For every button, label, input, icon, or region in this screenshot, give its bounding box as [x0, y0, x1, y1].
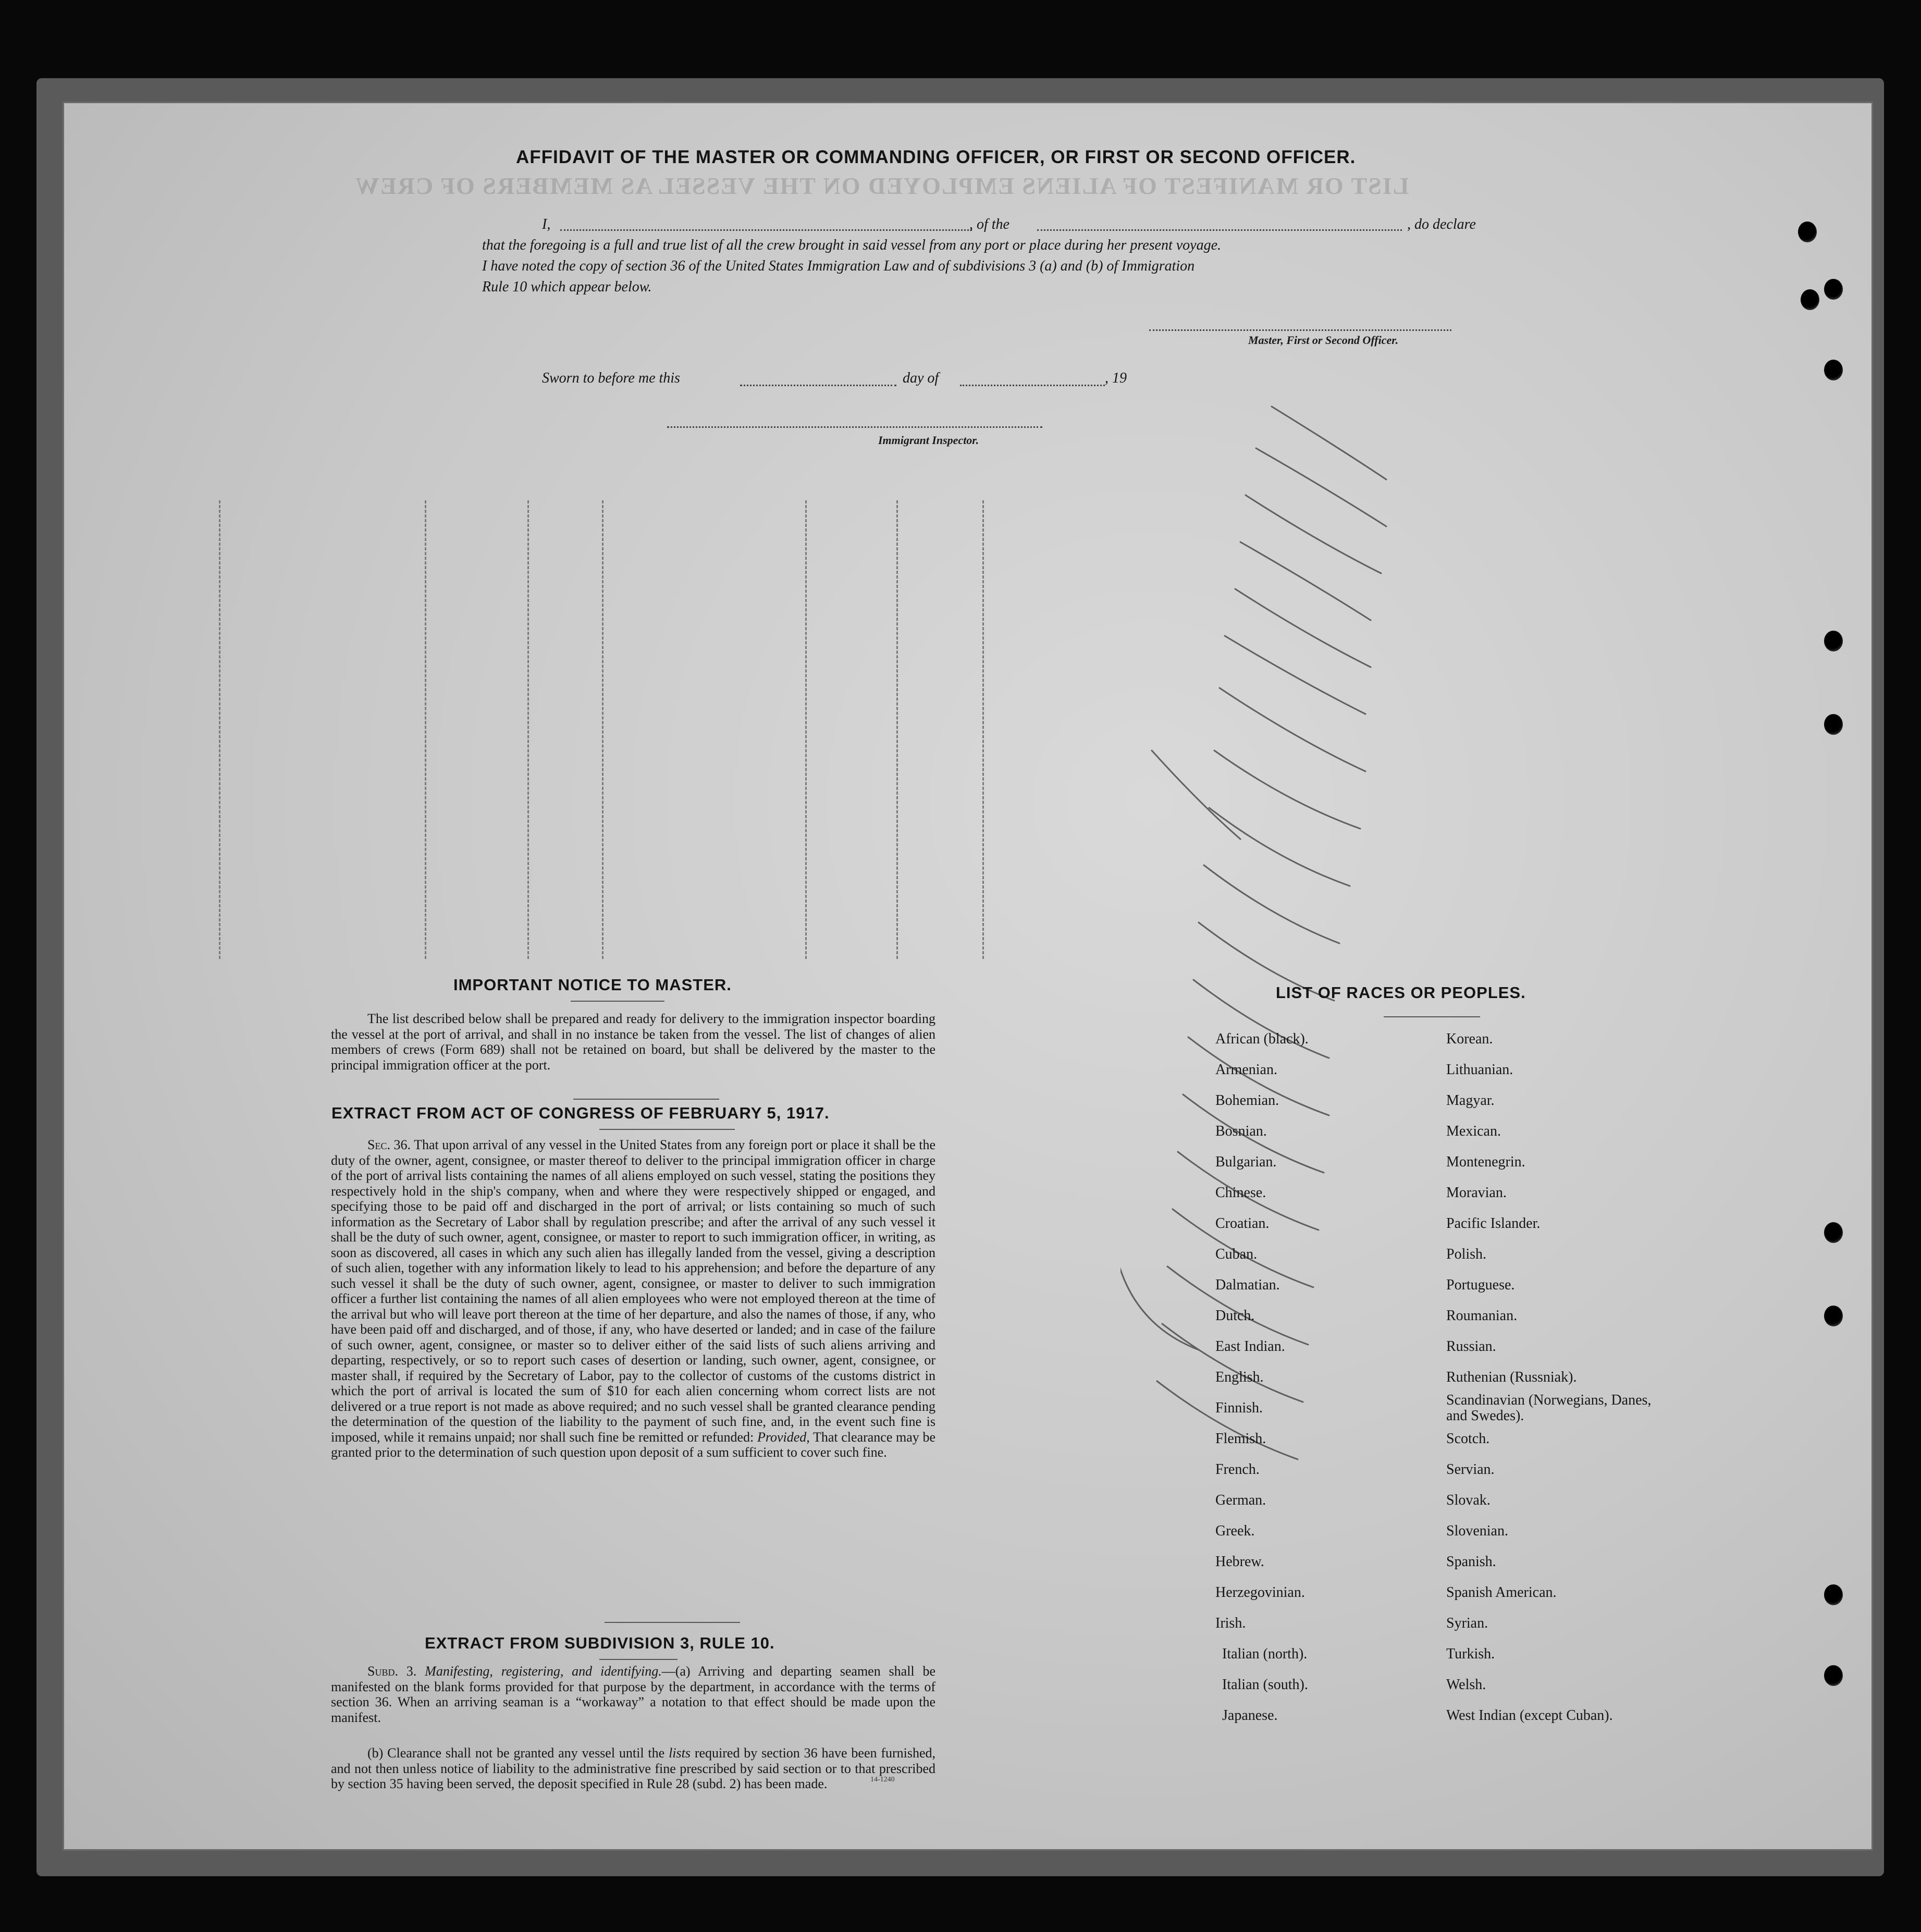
punch-hole: [1824, 279, 1843, 300]
races-title-underline: [1384, 1016, 1480, 1017]
race-item: Italian (north).: [1222, 1646, 1308, 1662]
race-item: Turkish.: [1446, 1646, 1495, 1662]
race-item: Polish.: [1446, 1246, 1487, 1262]
notice-title: IMPORTANT NOTICE TO MASTER.: [453, 976, 732, 994]
ruled-column: [805, 500, 807, 959]
affidavit-title: AFFIDAVIT OF THE MASTER OR COMMANDING OFFICER, OR FIRST OR SECOND OFFICER.: [516, 147, 1356, 167]
affidavit-line-4: Rule 10 which appear below.: [482, 279, 652, 295]
punch-hole: [1798, 221, 1817, 242]
race-item: Hebrew.: [1215, 1554, 1264, 1570]
rule-subd-label: Subd. 3.: [367, 1664, 417, 1679]
ruled-column: [219, 500, 220, 959]
race-item: Portuguese.: [1446, 1277, 1515, 1293]
affidavit-line-3: I have noted the copy of section 36 of the United States Immigration Law and of subdivisions 3 (a) and (b) of Immigration: [482, 258, 1195, 274]
punch-hole: [1824, 360, 1843, 380]
race-item: Mexican.: [1446, 1123, 1501, 1139]
rule-body-a: —(a) Arriving and departing seamen shall be manifested on the blank forms provided for that purpose by the department, in accordance with the terms of section 36. When an arriving seaman is a “workaway” a notation to that effect should be made upon the manifest.: [331, 1664, 936, 1725]
act-sec-label: Sec. 36.: [367, 1137, 411, 1152]
act-separator: [605, 1622, 740, 1623]
ruled-column: [602, 500, 604, 959]
ruled-column: [425, 500, 426, 959]
race-item: French.: [1215, 1461, 1260, 1478]
affidavit-line-2: that the foregoing is a full and true list of all the crew brought in said vessel from any port or place during her present voyage.: [482, 237, 1222, 253]
sworn-label: Sworn to before me this: [542, 370, 680, 386]
race-item: Moravian.: [1446, 1185, 1507, 1201]
affidavit-line-i: I,: [542, 216, 551, 232]
rule-body-b-start: (b) Clearance shall not be granted any vessel until the: [367, 1745, 665, 1761]
race-item: English.: [1215, 1369, 1264, 1385]
punch-hole: [1801, 289, 1819, 310]
race-item: Croatian.: [1215, 1215, 1270, 1232]
act-body-end: That clearance may be granted prior to the determination of such question upon deposit of a sum sufficient to cover such fine.: [331, 1429, 936, 1460]
race-item: Scotch.: [1446, 1431, 1490, 1447]
rule-subd-heading: Manifesting, registering, and identifying.: [425, 1664, 662, 1679]
form-number: 14-1240: [870, 1776, 895, 1783]
rule-title-underline: [599, 1659, 678, 1660]
sworn-day-blank[interactable]: [740, 385, 896, 386]
race-item: Russian.: [1446, 1338, 1496, 1355]
race-item: Finnish.: [1215, 1400, 1263, 1416]
affidavit-line-of: , of the: [969, 216, 1009, 232]
year-label: , 19: [1105, 370, 1127, 386]
notice-text: The list described below shall be prepared and ready for delivery to the immigration inspector boarding the vessel at the port of arrival, and shall in no instance be taken from the vessel. The list of changes of alien members of crews (Form 689) shall not be retained on board, but shall be delivered by the master to the principal immigration officer at the port.: [331, 1011, 935, 1073]
race-item: Dalmatian.: [1215, 1277, 1280, 1293]
race-item: Slovak.: [1446, 1492, 1491, 1508]
race-item: Bohemian.: [1215, 1092, 1279, 1109]
name-blank[interactable]: [560, 229, 972, 231]
ruled-column: [527, 500, 529, 959]
act-text: [331, 1137, 935, 1460]
inspector-signature-line[interactable]: [667, 426, 1042, 428]
bleed-through-heading: LIST OR MANIFEST OF ALIENS EMPLOYED ON THE VESSEL AS MEMBERS OF CREW: [354, 173, 1409, 199]
race-item: Pacific Islander.: [1446, 1215, 1541, 1232]
race-item: Ruthenian (Russniak).: [1446, 1369, 1577, 1385]
race-item: Syrian.: [1446, 1615, 1488, 1631]
race-item: Armenian.: [1215, 1062, 1277, 1078]
punch-hole: [1824, 1665, 1843, 1686]
race-item: Scandinavian (Norwegians, Danes, and Swedes).: [1446, 1392, 1652, 1424]
race-item: Roumanian.: [1446, 1308, 1518, 1324]
race-item: Spanish.: [1446, 1554, 1496, 1570]
act-body: That upon arrival of any vessel in the United States from any foreign port or place it shall be the duty of the owner, agent, consignee, or master thereof to deliver to the principal immigration officer in charge of the port of arrival lists containing the names of all aliens employed on such vessel, stating the positions they respectively hold in the ship's company, when and where they were respectively shipped or engaged, and specifying those to be paid off and discharged in the port of arrival; or lists containing so much of such information as the Secretary of Labor shall by regulation prescribe; and after the arrival of any such vessel it shall be the duty of such owner, agent, consignee, or master to report to such immigration officer, in writing, as soon as discovered, all cases in which any such alien has illegally landed from the vessel, giving a description of such alien, together with any information likely to lead to his apprehension; and before the departure of any such vessel it shall be the duty of such owner, agent, consignee, or master to deliver to such immigration officer a further list containing the names of all alien employees who were not employed thereon at the time of the arrival but who will leave port thereon at the time of her departure, and also the names of those, if any, who have been paid off and discharged, and of those, if any, who have deserted or landed; and in case of the failure of such owner, agent, consignee, or master so to deliver either of the said lists of such aliens arriving and departing, respectively, or so to report such cases of desertion or landing, such owner, agent, consignee, or master shall, if required by the Secretary of Labor, pay to the collector of customs of the customs district in which the port of arrival is located the sum of $10 for each alien concerning whom correct lists are not delivered or a true report is not made as above required; and no such vessel shall be granted clearance pending the determination of the question of the liability to the payment of such fine, and, in the event such fine is imposed, while it remains unpaid; nor shall such fine be remitted or refunded:: [331, 1137, 936, 1445]
rule-body-b-end: required by section 36 have been furnished, and not then unless notice of liability to the administrative fine prescribed by said section or to that prescribed by section 35 having been served, the deposit specified in Rule 28 (subd. 2) has been made.: [331, 1745, 936, 1791]
race-item: West Indian (except Cuban).: [1446, 1707, 1613, 1724]
affidavit-line-declare: , do declare: [1407, 216, 1476, 232]
act-provided: Provided,: [757, 1429, 810, 1445]
rule-text-b: [331, 1745, 935, 1792]
race-item: Slovenian.: [1446, 1523, 1508, 1539]
handwritten-strokes: [1120, 375, 1485, 1574]
act-title: EXTRACT FROM ACT OF CONGRESS OF FEBRUARY 5, 1917.: [331, 1104, 830, 1122]
punch-hole: [1824, 714, 1843, 735]
vessel-blank[interactable]: [1037, 229, 1402, 231]
document-sheet: [63, 102, 1873, 1851]
race-item: Japanese.: [1222, 1707, 1278, 1724]
punch-hole: [1824, 1306, 1843, 1326]
race-item: Lithuanian.: [1446, 1062, 1513, 1078]
race-item: German.: [1215, 1492, 1266, 1508]
rule-text-a: [331, 1664, 935, 1725]
sworn-month-blank[interactable]: [960, 385, 1105, 386]
race-item: Bosnian.: [1215, 1123, 1267, 1139]
rule-body-b-lists: lists: [669, 1745, 691, 1761]
day-of-label: day of: [903, 370, 939, 386]
race-item: Magyar.: [1446, 1092, 1495, 1109]
notice-title-underline: [571, 1001, 664, 1002]
race-item: Spanish American.: [1446, 1584, 1557, 1601]
act-title-underline: [599, 1129, 735, 1130]
race-item: East Indian.: [1215, 1338, 1285, 1355]
rule-title: EXTRACT FROM SUBDIVISION 3, RULE 10.: [425, 1634, 775, 1652]
notice-separator: [573, 1099, 719, 1100]
master-signature-line[interactable]: [1149, 329, 1451, 331]
race-item: Servian.: [1446, 1461, 1495, 1478]
race-item: Welsh.: [1446, 1677, 1486, 1693]
master-signature-caption: Master, First or Second Officer.: [1248, 334, 1399, 347]
inspector-caption: Immigrant Inspector.: [878, 434, 979, 447]
race-item: Flemish.: [1215, 1431, 1266, 1447]
punch-hole: [1824, 631, 1843, 651]
ruled-column: [982, 500, 984, 959]
ruled-column: [896, 500, 898, 959]
race-item: Irish.: [1215, 1615, 1246, 1631]
race-item: Herzegovinian.: [1215, 1584, 1305, 1601]
race-item: Cuban.: [1215, 1246, 1258, 1262]
race-item: Greek.: [1215, 1523, 1255, 1539]
races-title: LIST OF RACES OR PEOPLES.: [1276, 983, 1526, 1002]
race-item: Montenegrin.: [1446, 1154, 1525, 1170]
punch-hole: [1824, 1584, 1843, 1605]
race-item: Dutch.: [1215, 1308, 1255, 1324]
punch-hole: [1824, 1222, 1843, 1243]
race-item: Italian (south).: [1222, 1677, 1308, 1693]
race-item: Korean.: [1446, 1031, 1493, 1047]
race-item: Chinese.: [1215, 1185, 1266, 1201]
race-item: African (black).: [1215, 1031, 1309, 1047]
race-item: Bulgarian.: [1215, 1154, 1277, 1170]
